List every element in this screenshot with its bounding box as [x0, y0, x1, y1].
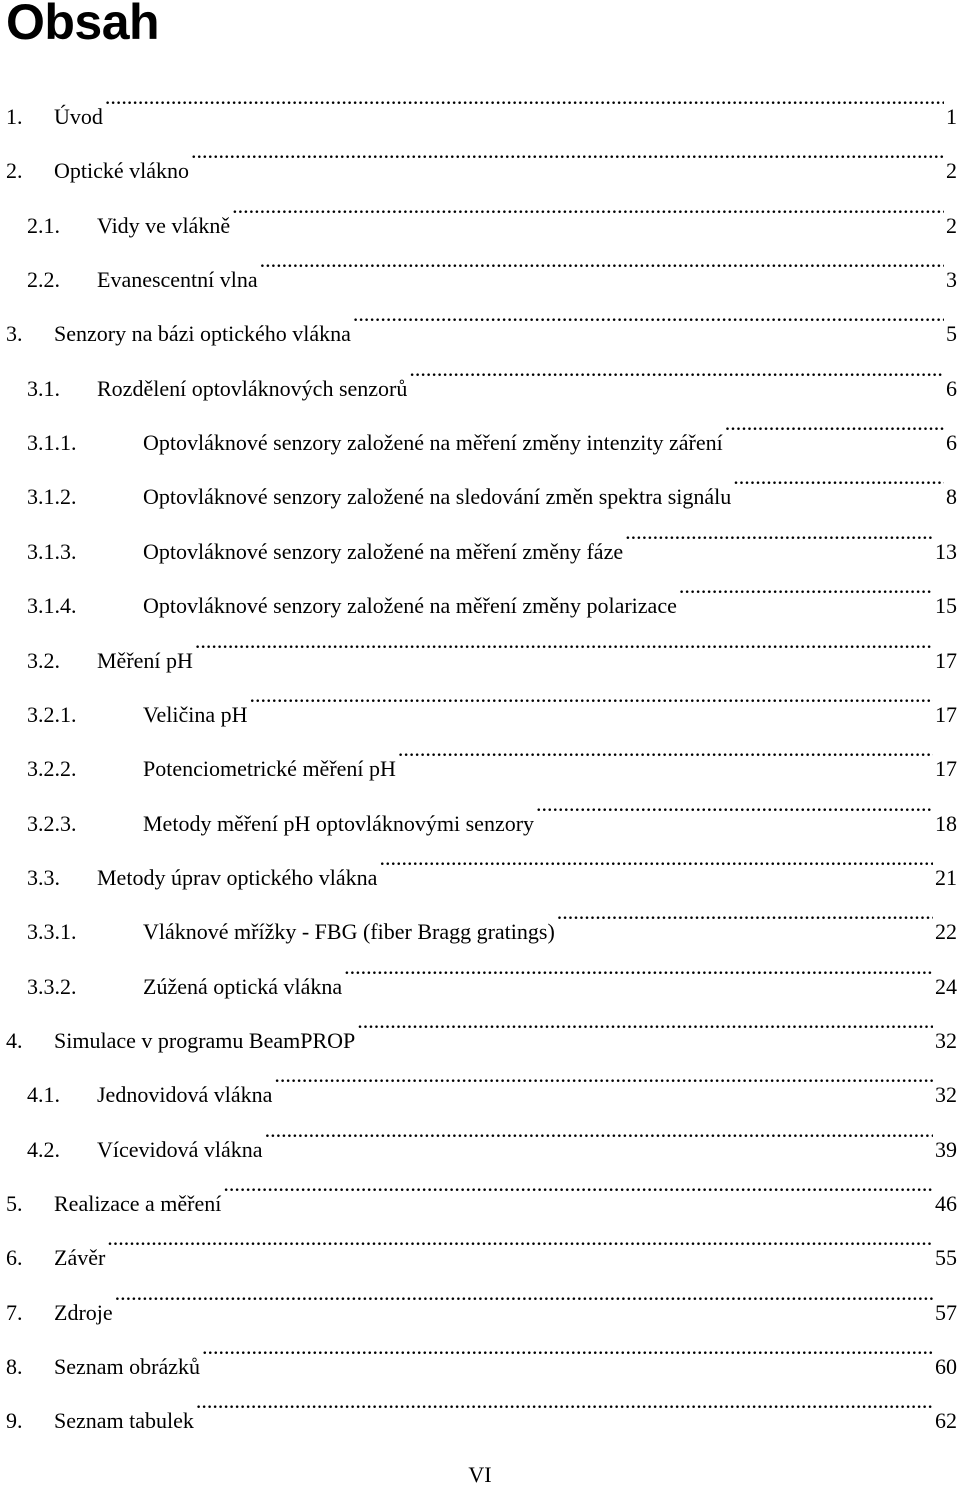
toc-entry[interactable] — [6, 287, 957, 347]
toc-entry[interactable] — [27, 831, 957, 890]
toc-entry-label: Závěr — [54, 1245, 106, 1271]
toc-entry[interactable] — [27, 885, 957, 945]
toc-entry-number: 3.1.4. — [27, 593, 77, 619]
toc-entry[interactable] — [27, 450, 957, 510]
toc-entry-label: Simulace v programu BeamPROP — [54, 1027, 356, 1053]
toc-dot-leader — [265, 1103, 933, 1157]
toc-dot-leader — [274, 1048, 933, 1102]
toc-entry-page: 22 — [935, 919, 957, 945]
toc-entry-page: 18 — [935, 810, 957, 836]
toc-entry-page: 32 — [935, 1082, 957, 1108]
toc-entry[interactable] — [6, 1211, 957, 1271]
toc-dot-leader — [107, 1211, 933, 1265]
toc-dot-leader — [625, 505, 933, 559]
toc-entry[interactable] — [6, 1374, 957, 1434]
toc-entry-label: Úvod — [54, 104, 103, 129]
toc-dot-leader — [105, 70, 944, 124]
toc-dot-leader — [260, 233, 944, 287]
toc-entry-page: 62 — [935, 1408, 957, 1434]
toc-entry-page: 13 — [935, 538, 957, 564]
toc-dot-leader — [557, 885, 933, 939]
toc-dot-leader — [679, 559, 933, 613]
toc-entry-page: 32 — [935, 1027, 957, 1053]
toc-entry-label: Seznam obrázků — [54, 1354, 200, 1380]
toc-entry-number: 3.2.1. — [27, 701, 77, 727]
toc-entry-number: 5. — [6, 1191, 23, 1216]
page-title: Obsah — [6, 0, 160, 50]
toc-entry[interactable] — [27, 940, 957, 999]
toc-entry[interactable] — [27, 179, 957, 238]
toc-entry-number: 3.1.1. — [27, 430, 77, 456]
toc-dot-leader — [409, 342, 944, 396]
toc-entry[interactable] — [6, 994, 957, 1053]
toc-entry-page: 17 — [935, 701, 957, 727]
toc-entry-page: 1 — [946, 104, 957, 129]
toc-entry-number: 2.1. — [27, 212, 60, 238]
toc-entry[interactable] — [27, 559, 957, 619]
toc-entry-label: Vícevidová vlákna — [97, 1136, 263, 1162]
toc-dot-leader — [398, 722, 933, 776]
toc-entry-page: 21 — [935, 864, 957, 890]
toc-entry-page: 46 — [935, 1191, 957, 1216]
toc-entry[interactable] — [27, 668, 957, 727]
toc-entry-number: 3.2.3. — [27, 810, 77, 836]
toc-dot-leader — [191, 124, 944, 178]
toc-entry-label: Zdroje — [54, 1299, 113, 1325]
toc-entry-number: 3.3.2. — [27, 973, 77, 999]
toc-entry[interactable] — [6, 1320, 957, 1380]
page-number-footer: VI — [468, 1462, 492, 1487]
toc-entry-page: 60 — [935, 1354, 957, 1380]
toc-entry[interactable] — [6, 1157, 957, 1216]
toc-dot-leader — [357, 994, 933, 1048]
toc-entry-page: 55 — [935, 1245, 957, 1271]
toc-entry-number: 4.2. — [27, 1136, 60, 1162]
toc-dot-leader — [536, 777, 933, 831]
toc-entry-page: 8 — [946, 484, 957, 510]
toc-entry-number: 4.1. — [27, 1082, 60, 1108]
toc-entry-label: Zúžená optická vlákna — [143, 973, 343, 999]
toc-entry-label: Senzory na bázi optického vlákna — [54, 321, 351, 347]
toc-entry[interactable] — [27, 614, 957, 673]
toc-entry-page: 6 — [946, 430, 957, 456]
toc-entry-page: 17 — [935, 647, 957, 673]
toc-entry-page: 17 — [935, 756, 957, 782]
toc-entry-number: 4. — [6, 1027, 23, 1053]
toc-dot-leader — [196, 1374, 933, 1428]
toc-entry[interactable] — [27, 505, 957, 564]
toc-entry-label: Potenciometrické měření pH — [143, 756, 396, 782]
toc-dot-leader — [344, 940, 933, 994]
toc-entry-page: 2 — [946, 158, 957, 184]
toc-entry-label: Optovláknové senzory založené na měření změny intenzity záření — [143, 430, 723, 456]
toc-entry-number: 7. — [6, 1299, 23, 1325]
toc-entry-number: 3.3. — [27, 864, 60, 890]
toc-entry-number: 3.2. — [27, 647, 60, 673]
toc-entry-number: 9. — [6, 1408, 23, 1434]
toc-entry[interactable] — [27, 777, 957, 836]
toc-entry-label: Metody měření pH optovláknovými senzory — [143, 810, 535, 836]
toc-entry-label: Metody úprav optického vlákna — [97, 864, 378, 890]
toc-entry[interactable] — [27, 1048, 957, 1108]
toc-entry-number: 3.1. — [27, 375, 60, 401]
toc-entry-number: 1. — [6, 104, 23, 129]
toc-entry-label: Optovláknové senzory založené na měření změny polarizace — [143, 593, 677, 619]
toc-entry-number: 3.1.2. — [27, 484, 77, 510]
toc-entry-label: Realizace a měření — [54, 1191, 222, 1216]
toc-entry-label: Vidy ve vlákně — [97, 212, 231, 238]
toc-dot-leader — [379, 831, 933, 885]
toc-dot-leader — [249, 668, 933, 722]
toc-dot-leader — [223, 1157, 933, 1211]
toc-entry-label: Optovláknové senzory založené na měření změny fáze — [143, 538, 624, 564]
toc-entry-label: Měření pH — [97, 647, 193, 673]
toc-entry-label: Optické vlákno — [54, 158, 190, 184]
toc-dot-leader — [353, 287, 944, 341]
toc-entry-page: 5 — [946, 321, 957, 347]
toc-entry-label: Evanescentní vlna — [97, 267, 258, 293]
toc-entry-page: 6 — [946, 375, 957, 401]
toc-entry-number: 2.2. — [27, 267, 60, 293]
toc-entry-label: Veličina pH — [143, 701, 248, 727]
toc-entry[interactable] — [27, 396, 957, 456]
toc-entry[interactable] — [6, 70, 957, 129]
toc-entry[interactable] — [6, 1266, 957, 1325]
toc-entry-label: Optovláknové senzory založené na sledování změn spektra signálu — [143, 484, 732, 510]
toc-entry[interactable] — [27, 722, 957, 782]
toc-entry-number: 2. — [6, 158, 23, 184]
toc-entry-page: 2 — [946, 212, 957, 238]
toc-entry-number: 3. — [6, 321, 23, 347]
toc-entry[interactable] — [27, 342, 957, 401]
toc-entry[interactable] — [27, 1103, 957, 1162]
toc-entry-label: Seznam tabulek — [54, 1408, 194, 1434]
toc-dot-leader — [202, 1320, 933, 1374]
toc-dot-leader — [725, 396, 944, 450]
toc-dot-leader — [733, 450, 944, 504]
toc-entry-label: Rozdělení optovláknových senzorů — [97, 375, 408, 401]
toc-dot-leader — [232, 179, 944, 233]
toc-entry-number: 8. — [6, 1354, 23, 1380]
toc-entry[interactable] — [6, 124, 957, 184]
toc-entry-number: 3.3.1. — [27, 919, 77, 945]
toc-dot-leader — [195, 614, 933, 668]
toc-entry-page: 24 — [935, 973, 957, 999]
toc-entry-label: Vláknové mřížky - FBG (fiber Bragg gratings) — [143, 919, 555, 945]
toc-dot-leader — [115, 1266, 933, 1320]
toc-entry-page: 39 — [935, 1136, 957, 1162]
toc-entry-number: 6. — [6, 1245, 23, 1271]
toc-entry-number: 3.2.2. — [27, 756, 77, 782]
toc-entry-label: Jednovidová vlákna — [97, 1082, 273, 1108]
toc-entry-page: 15 — [935, 593, 957, 619]
toc-entry-page: 57 — [935, 1299, 957, 1325]
toc-entry[interactable] — [27, 233, 957, 293]
toc-entry-page: 3 — [946, 267, 957, 293]
toc-entry-number: 3.1.3. — [27, 538, 77, 564]
